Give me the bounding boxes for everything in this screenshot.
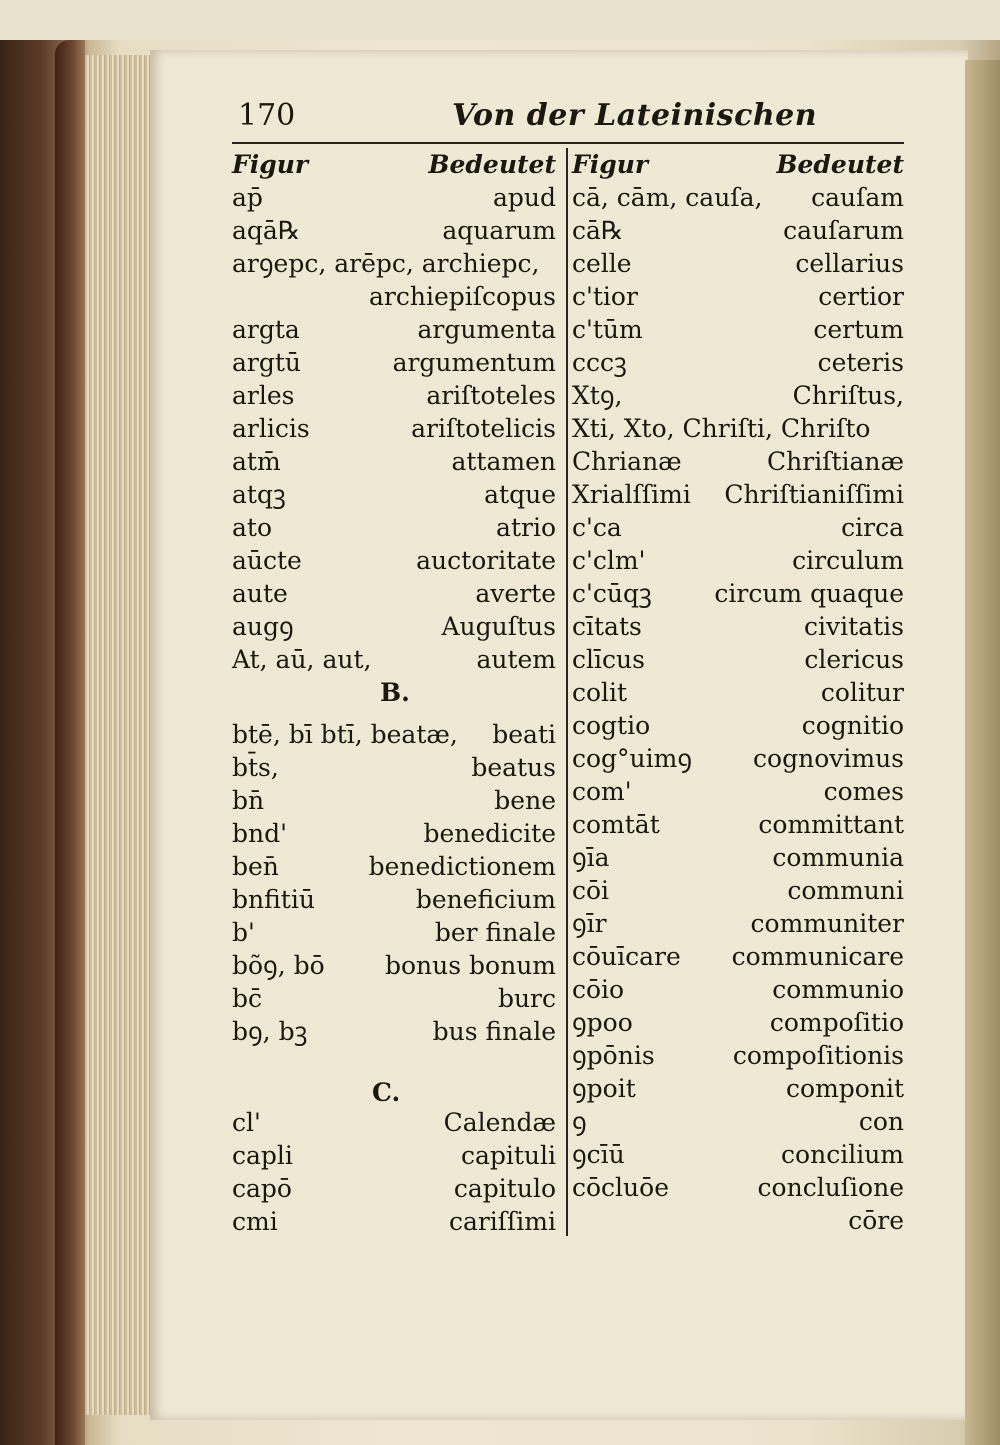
entry-figure: At, aū, aut, <box>232 645 372 674</box>
entry-meaning: ber finale <box>434 918 556 947</box>
entry-meaning: compoſitionis <box>732 1041 904 1070</box>
entry-meaning: communia <box>772 843 904 872</box>
list-item <box>572 643 904 676</box>
entry-figure: cogtio <box>572 711 651 740</box>
entry-figure: cītats <box>572 612 642 641</box>
entry-figure: cā, cām, cauſa, <box>572 183 763 212</box>
list-item <box>232 850 556 883</box>
entry-meaning: communio <box>772 975 904 1004</box>
entry-meaning: circum quaque <box>714 579 904 608</box>
list-item <box>232 718 556 751</box>
entry-figure: c'tūm <box>572 315 643 344</box>
list-item <box>572 1204 904 1237</box>
entry-meaning: attamen <box>451 447 556 476</box>
list-item <box>572 709 904 742</box>
entry-figure: b' <box>232 918 255 947</box>
entry-meaning: atrio <box>496 513 556 542</box>
entry-figure: capō <box>232 1174 292 1203</box>
entry-meaning: Auguſtus <box>441 612 556 641</box>
entry-meaning: componit <box>786 1074 904 1103</box>
facing-page-edge <box>965 60 1000 1445</box>
list-item <box>232 817 556 850</box>
entry-figure: c'tior <box>572 282 638 311</box>
list-item <box>572 841 904 874</box>
entry-meaning: averte <box>475 579 556 608</box>
entry-figure: ꝯpōnis <box>572 1041 655 1070</box>
list-item <box>232 511 556 544</box>
entry-meaning: Calendæ <box>443 1108 556 1137</box>
entry-figure: arlicis <box>232 414 310 443</box>
list-item <box>572 247 904 280</box>
header-rule <box>232 142 904 144</box>
entry-meaning: concluſione <box>757 1173 904 1202</box>
entry-figure: bõꝯ, bō <box>232 951 325 980</box>
list-item <box>572 1039 904 1072</box>
entry-meaning: compoſitio <box>769 1008 904 1037</box>
entry-figure: bꝯ, bꝫ <box>232 1017 308 1046</box>
entry-figure: bnd' <box>232 819 287 848</box>
book-top-margin <box>0 0 1000 40</box>
entry-figure: ꝯīr <box>572 909 607 938</box>
section-heading-b: B. <box>380 678 410 707</box>
entry-meaning: con <box>858 1107 904 1136</box>
entry-figure: bn̄ <box>232 786 265 815</box>
entry-meaning: capituli <box>460 1141 556 1170</box>
entry-meaning: civitatis <box>804 612 904 641</box>
list-item <box>572 181 904 214</box>
entry-figure: ꝯpoit <box>572 1074 636 1103</box>
list-item <box>572 412 904 445</box>
list-item <box>232 412 556 445</box>
list-item <box>572 577 904 610</box>
entry-figure: Xrialſſimi <box>572 480 691 509</box>
entry-meaning: benedicite <box>423 819 556 848</box>
section-heading-c: C. <box>372 1078 401 1107</box>
entry-meaning: clericus <box>804 645 904 674</box>
list-item <box>572 973 904 1006</box>
list-item <box>232 181 556 214</box>
entry-meaning: beati <box>492 720 556 749</box>
entry-meaning: bene <box>494 786 556 815</box>
entry-figure: btē, bī btī, beatæ, <box>232 720 458 749</box>
list-item <box>572 1171 904 1204</box>
entry-meaning: cognitio <box>801 711 904 740</box>
entry-meaning: cauſam <box>811 183 904 212</box>
entry-meaning: Chriſtianiſſimi <box>724 480 904 509</box>
entry-figure: ap̄ <box>232 183 263 212</box>
entry-figure: cōi <box>572 876 610 905</box>
list-item <box>572 214 904 247</box>
entry-figure: Xtꝯ, <box>572 381 623 410</box>
entry-figure: com' <box>572 777 632 806</box>
entry-figure: cā℞ <box>572 216 624 245</box>
entry-figure: celle <box>572 249 632 278</box>
list-item <box>232 346 556 379</box>
left-header-figure: Figur <box>232 150 309 179</box>
entry-figure: c'ca <box>572 513 622 542</box>
list-item <box>572 1006 904 1039</box>
list-item <box>572 478 904 511</box>
entry-figure: clīcus <box>572 645 645 674</box>
entry-figure: cōio <box>572 975 625 1004</box>
entry-meaning: bonus bonum <box>385 951 556 980</box>
entry-figure: cōuīcare <box>572 942 681 971</box>
entry-meaning: certior <box>818 282 904 311</box>
list-item <box>572 742 904 775</box>
entry-meaning: bus finale <box>432 1017 556 1046</box>
entry-figure: ꝯpoo <box>572 1008 633 1037</box>
right-header-meaning: Bedeutet <box>776 150 904 179</box>
entry-meaning: beatus <box>471 753 556 782</box>
list-item <box>232 643 556 676</box>
entry-meaning: circulum <box>792 546 904 575</box>
entry-meaning: cauſarum <box>783 216 904 245</box>
list-item <box>232 1172 556 1205</box>
entry-meaning: colitur <box>820 678 904 707</box>
entry-figure: Xti, Xto, Chriſti, Chriſto <box>572 414 871 443</box>
list-item <box>232 784 556 817</box>
list-item <box>232 379 556 412</box>
entry-meaning: ariſtoteles <box>426 381 556 410</box>
entry-figure: capli <box>232 1141 293 1170</box>
entry-figure: cccꝫ <box>572 348 627 377</box>
list-item <box>572 1072 904 1105</box>
entry-meaning: capitulo <box>453 1174 556 1203</box>
entry-meaning: cellarius <box>795 249 904 278</box>
entry-figure: bnfitiū <box>232 885 315 914</box>
list-item <box>572 1105 904 1138</box>
left-header <box>232 148 556 181</box>
entry-figure: cmi <box>232 1207 278 1236</box>
list-item <box>232 214 556 247</box>
entry-meaning: Chriſtus, <box>792 381 904 410</box>
entry-figure: augꝯ <box>232 612 294 641</box>
entry-meaning: burc <box>497 984 556 1013</box>
entry-figure: Chrianæ <box>572 447 682 476</box>
entry-meaning: certum <box>813 315 904 344</box>
list-item <box>232 883 556 916</box>
entry-figure: colit <box>572 678 628 707</box>
list-item <box>232 610 556 643</box>
entry-meaning: atque <box>484 480 556 509</box>
list-item <box>232 982 556 1015</box>
list-item <box>572 775 904 808</box>
list-item <box>232 478 556 511</box>
entry-figure: c'clm' <box>572 546 646 575</box>
entry-figure: argta <box>232 315 300 344</box>
entry-figure: argtū <box>232 348 302 377</box>
entry-figure: arꝯepc, arēpc, archiepc, <box>232 249 540 278</box>
entry-figure: aqā℞ <box>232 216 301 245</box>
entry-meaning: communi <box>787 876 904 905</box>
list-item <box>572 544 904 577</box>
list-item <box>232 916 556 949</box>
entry-meaning: beneficium <box>415 885 556 914</box>
list-item <box>232 247 556 280</box>
list-item <box>232 751 556 784</box>
entry-figure: comtāt <box>572 810 660 839</box>
entry-figure: arles <box>232 381 295 410</box>
page-edges <box>85 55 155 1415</box>
list-item <box>572 280 904 313</box>
entry-figure: ꝯcīū <box>572 1140 625 1169</box>
list-item <box>572 445 904 478</box>
page-title: Von der Lateinischen <box>452 98 818 133</box>
column-divider <box>566 148 568 1236</box>
list-item <box>572 379 904 412</box>
list-item <box>232 1106 556 1139</box>
list-item <box>232 1205 556 1238</box>
entry-figure: aute <box>232 579 288 608</box>
list-item <box>232 544 556 577</box>
page-number: 170 <box>238 98 296 133</box>
entry-figure: c'cūqꝫ <box>572 579 652 608</box>
entry-meaning: autem <box>476 645 556 674</box>
list-item <box>572 874 904 907</box>
entry-meaning: auctoritate <box>416 546 556 575</box>
list-item <box>572 313 904 346</box>
entry-meaning: comes <box>823 777 904 806</box>
list-item <box>232 949 556 982</box>
list-item <box>572 610 904 643</box>
entry-meaning: committant <box>758 810 904 839</box>
entry-figure: atm̄ <box>232 447 281 476</box>
list-item <box>232 313 556 346</box>
entry-figure: cōcluōe <box>572 1173 669 1202</box>
list-item <box>232 280 556 313</box>
list-item <box>232 1139 556 1172</box>
entry-meaning: aquarum <box>442 216 556 245</box>
right-header <box>572 148 904 181</box>
entry-figure: cog°uimꝯ <box>572 744 693 773</box>
list-item <box>572 808 904 841</box>
entry-meaning: argumentum <box>392 348 556 377</box>
entry-meaning: cognovimus <box>753 744 904 773</box>
left-header-meaning: Bedeutet <box>428 150 556 179</box>
entry-meaning: Chriſtianæ <box>767 447 904 476</box>
entry-meaning: benedictionem <box>368 852 556 881</box>
entry-meaning: communiter <box>750 909 904 938</box>
entry-figure: ꝯīa <box>572 843 610 872</box>
left-column <box>232 148 556 1240</box>
list-item <box>572 1138 904 1171</box>
entry-meaning: concilium <box>781 1140 904 1169</box>
list-item <box>572 346 904 379</box>
entry-meaning: cariſſimi <box>448 1207 556 1236</box>
book-spine <box>55 40 85 1445</box>
list-item <box>572 940 904 973</box>
entry-meaning: cōre <box>848 1206 904 1235</box>
entry-figure: bc̄ <box>232 984 263 1013</box>
entry-figure: ben̄ <box>232 852 279 881</box>
list-item <box>572 511 904 544</box>
entry-meaning: argumenta <box>417 315 556 344</box>
entry-figure: bt̄s, <box>232 753 279 782</box>
list-item <box>232 1015 556 1048</box>
list-item <box>572 676 904 709</box>
entry-meaning: ariſtotelicis <box>411 414 556 443</box>
list-item <box>232 577 556 610</box>
entry-meaning: ceteris <box>817 348 904 377</box>
entry-meaning: archiepiſcopus <box>369 282 556 311</box>
entry-meaning: circa <box>841 513 904 542</box>
entry-meaning: communicare <box>731 942 904 971</box>
list-item <box>572 907 904 940</box>
entry-meaning: apud <box>492 183 556 212</box>
list-item <box>232 445 556 478</box>
entry-figure: cl' <box>232 1108 261 1137</box>
right-column <box>572 148 904 1240</box>
entry-figure: ato <box>232 513 273 542</box>
right-header-figure: Figur <box>572 150 649 179</box>
entry-figure: aūcte <box>232 546 302 575</box>
entry-figure: atqꝫ <box>232 480 286 509</box>
entry-figure: ꝯ <box>572 1107 587 1136</box>
